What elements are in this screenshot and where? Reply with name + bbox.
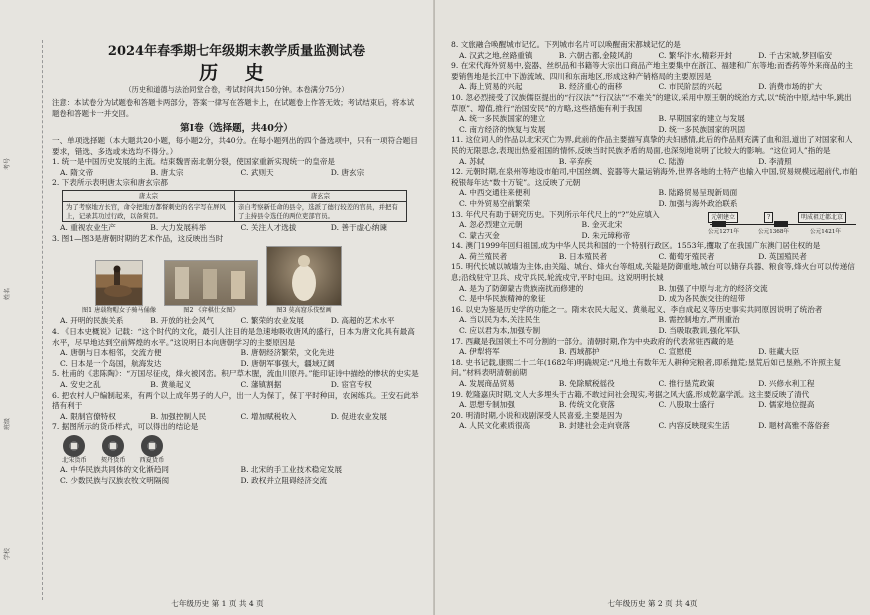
option-a: A. 伊犁将军 (459, 347, 500, 357)
option-a: A. 中西交通往来便利 (459, 188, 531, 198)
question-stem: 4. 《日本史概说》记载：“这个时代的文化，最引人注目的是急速地吸收唐风的盛行，日本为唐文化具有最高水平，尽早地达到空前辉煌的水平。”这说明日本向唐朝学习的主要原因是 (52, 327, 415, 347)
option-a: A. 限制官僚特权 (60, 411, 116, 421)
option-d: D. 英国殖民者 (758, 251, 807, 261)
option-a: A. 思想专制加强 (459, 400, 515, 410)
exam-attention: 注意：本试卷分为试题卷和答题卡两部分，答案一律写在答题卡上，在试题卷上作答无效；考试结束后，将本试题卷和答题卡一并交回。 (52, 98, 415, 118)
option-b: B. 陆路贸易呈现新局面 (658, 188, 738, 198)
option-d: D. 千古宋城,梦回临安 (758, 50, 833, 60)
question-18 (451, 358, 858, 390)
table-cell-taizong: 为了考察地方长官，命令把地方都督刺史的名字写在屏风上，记录其功过行政，以备赏罚。 (63, 202, 235, 222)
artwork-figures (82, 246, 421, 315)
option-c: C. 日本是一个岛国，航海发达 (60, 358, 162, 368)
question-10 (451, 93, 858, 135)
option-b: B. 唐朝经济繁荣，文化先进 (240, 348, 335, 358)
option-c: C. 市民阶层的兴起 (658, 82, 723, 92)
coin-figures (62, 435, 421, 465)
option-b: B. 加强了中原与北方的经济交流 (658, 283, 768, 293)
option-b: B. 免除赋税徭役 (558, 379, 615, 388)
option-d: D. 唐朝军事强大，疆域辽阔 (240, 358, 335, 368)
question-7 (52, 422, 421, 486)
page-1-footer: 七年级历史 第 1 页 共 4 页 (171, 599, 264, 608)
table-header-xuanzong: 唐玄宗 (235, 190, 407, 202)
option-d: D. 统一多民族国家的巩固 (658, 124, 746, 134)
binding-label-number: 考号 (4, 157, 11, 170)
question-14 (451, 241, 858, 262)
question-stem: 12. 元朝时期,在泉州等地设市舶司,中国丝绸、瓷器等大量运销海外,世界各地的土特产也输入中国,贸易规模远超前代,市舶税银每年达“数十万锭”。这反映了元朝 (451, 167, 858, 187)
option-b: B. 金灭北宋 (581, 220, 623, 230)
option-a: A. 忽必烈建立元朝 (459, 220, 523, 230)
option-a: A. 是为了防御蒙古贵族南扰而修建的 (459, 283, 584, 293)
option-c: C. 增加赋税收入 (240, 411, 297, 421)
option-d: D. 政权并立阻碍经济交流 (240, 475, 328, 485)
option-c: C. 应以君为本,加强专制 (459, 326, 541, 336)
table-cell-xuanzong: 亲自考察新任命的县令，选派了德行较差的官员，并把有了主持县令选任的两位吏部官员。 (235, 202, 407, 222)
option-c: C. 关注人才选拔 (240, 223, 297, 233)
figure-3-image (266, 246, 342, 306)
question-stem: 9. 在宋代海外贸易中,瓷器、丝织品和书籍等大宗出口商品产地主要集中在浙江、福建和广东等地;而香药等外来商品的主要销售地是长江中下游流域、四川和东南地区,形成这种产销格局的主要原因是 (451, 61, 853, 81)
question-5 (52, 369, 421, 390)
option-c: C. 武则天 (240, 167, 274, 177)
option-b: B. 需控制地方,严刑重治 (658, 315, 740, 325)
coin-label: 契丹货币 (100, 457, 126, 464)
timeline-box-left: 元朝建立 (708, 212, 738, 223)
option-b: B. 西域都护 (558, 347, 600, 357)
binding-label-name: 姓名 (4, 287, 11, 300)
option-a: A. 隋文帝 (60, 167, 94, 177)
option-a: A. 中华民族共同体的文化渐趋同 (60, 465, 170, 474)
question-3 (52, 234, 421, 327)
option-a: A. 当以民为本,关注民生 (459, 315, 541, 325)
timeline-box-right: 明成祖迁都北京 (798, 212, 846, 223)
option-c: C. 蒙古灭金 (459, 230, 500, 240)
option-c: C. 南方经济的恢复与发展 (459, 124, 546, 134)
option-b: B. 开放的社会风气 (150, 316, 214, 326)
coin-label: 西夏货币 (139, 457, 165, 464)
question-13 (451, 210, 858, 242)
option-d: D. 宦官专权 (330, 380, 372, 390)
option-c: C. 八股取士盛行 (658, 400, 715, 410)
option-d: D. 加强与海外政治联系 (658, 198, 738, 208)
option-c: C. 内容反映现实生活 (658, 421, 730, 431)
timeline-tick-3: 公元1421年 (810, 228, 842, 235)
timeline-box-question: ? (764, 212, 773, 223)
option-a: A. 荷兰殖民者 (459, 251, 508, 261)
option-b: B. 经济重心的南移 (558, 82, 623, 92)
option-d: D. 促进农业发展 (330, 411, 387, 421)
question-19 (451, 390, 858, 411)
question-1 (52, 157, 421, 178)
question-stem: 5. 杜甫的《悲陈陶》：“万国尽征戍，烽火被冈峦。积尸草木腥，流血川原丹。”能印证诗中描绘的惨状的史实是 (52, 369, 419, 379)
mural-musician-icon (267, 247, 341, 305)
option-d: D. 高超的艺术水平 (330, 316, 395, 326)
question-4 (52, 327, 421, 369)
option-a: A. 唐朝与日本相邻，交流方便 (60, 348, 162, 358)
option-b: B. 封建社会走向衰落 (558, 421, 630, 431)
option-c: C. 繁荣的农业发展 (240, 316, 305, 326)
question-stem: 11. 这位词人的作品以北宋灭亡为界,此前的作品主要描写真挚的夫妇感情,此后的作品则充满了血和泪,道出了对国家和人民的无限思念,表现出热爱祖国的情怀,反映当时民族矛盾的局面,也深刻地说明了比较大的影响。“这位词人”指的是 (451, 135, 853, 155)
option-b: B. 黄巢起义 (150, 380, 192, 390)
horse-rider-icon (96, 261, 142, 305)
option-b: B. 北宋的手工业技术稳定发展 (240, 465, 343, 474)
option-b: B. 早期国家的建立与发展 (658, 114, 745, 124)
option-d: D. 唐玄宗 (330, 167, 365, 177)
option-c: C. 陆游 (658, 156, 685, 166)
question-6 (52, 391, 421, 423)
option-c: C. 中外贸易空前繁荣 (459, 198, 531, 208)
option-c: C. 推行垦荒政策 (658, 379, 715, 388)
option-b: B. 辛弃疾 (558, 156, 592, 166)
exam-page-2 (435, 0, 870, 615)
option-c: C. 宣慰使 (658, 347, 692, 357)
coin-icon (63, 435, 85, 457)
timeline-tick-2: 公元1368年 (758, 228, 790, 235)
question-13-row (451, 210, 858, 242)
option-b: B. 日本殖民者 (558, 251, 608, 261)
option-d: D. 善于虚心纳谏 (330, 223, 387, 233)
option-a: A. 重视农业生产 (60, 223, 116, 233)
option-b: B. 唐太宗 (150, 167, 184, 177)
table-header-taizong: 唐太宗 (63, 190, 235, 202)
option-b: B. 六朝古都,金陵风韵 (558, 50, 633, 60)
question-13-text (451, 210, 704, 242)
option-d: D. 驻藏大臣 (758, 347, 800, 357)
emperor-compare-table (62, 190, 407, 223)
question-stem: 6. 把农村人户编制起来，有两个以上成年男子的人户，出一人为保丁，保丁平时种田，农闲练兵。王安石此举措有利于 (52, 390, 419, 411)
question-15 (451, 262, 858, 304)
option-b: B. 传统文化衰落 (558, 400, 615, 410)
question-stem: 1. 统一是中国历史发展的主流。结束魏晋南北朝分裂，使国家重新实现统一的皇帝是 (52, 157, 336, 166)
option-c: C. 藩镇割据 (240, 380, 282, 390)
option-d: D. 朱元璋称帝 (581, 230, 631, 240)
option-d: D. 当吸取教训,强化军队 (658, 326, 740, 336)
option-b: B. 大力发展科举 (150, 223, 207, 233)
option-d: D. 儒家地位提高 (758, 400, 815, 410)
question-stem: 14. 澳门1999年回归祖国,成为中华人民共和国的一个特别行政区。1553年,攫取了在我国广东澳门居住权的是 (451, 241, 821, 251)
exam-subject: 历 史 (199, 62, 274, 84)
question-stem: 18. 史书记载,康熙二十二年(1682年)明确规定:“凡地土有数年无人耕种完粮者,即系抛荒;垦荒后如已垦熟,不许照主复问。”材料表明清朝前期 (451, 357, 842, 378)
coin-western-xia (140, 435, 165, 465)
coin-icon (141, 435, 163, 457)
option-d: D. 消费市场的扩大 (758, 82, 823, 92)
question-20 (451, 411, 858, 432)
section-1-instructions: 一、单项选择题（本大题共20小题，每小题2分，共40分。在每小题列出的四个备选项中，只有一项符合题目要求，错选、多选或未选均不得分。） (52, 136, 418, 156)
coin-icon (102, 435, 124, 457)
exam-note: （历史和道德与法治同堂合卷，考试时间共150分钟。本卷满分75分） (124, 85, 349, 94)
coin-label: 北宋货币 (62, 457, 87, 464)
page-2-footer: 七年级历史 第 2 页 共 4页 (607, 599, 698, 608)
question-17 (451, 337, 858, 358)
question-8 (451, 40, 858, 61)
section-1-title: 第Ⅰ卷（选择题，共40分） (180, 123, 293, 134)
question-2 (52, 178, 421, 234)
binding-cut-line (42, 40, 43, 600)
option-a: A. 安史之乱 (60, 380, 101, 390)
option-a: A. 海上贸易的兴起 (459, 82, 523, 92)
question-stem: 2. 下表所示表明唐太宗和唐玄宗都 (52, 178, 168, 188)
question-stem: 7. 据图所示的货币样式，可以得出的结论是 (52, 422, 199, 432)
option-a: A. 人民文化素质很高 (459, 421, 531, 431)
figure-1-caption: 图1 唐载物帽女子骑马俑像 (82, 307, 156, 315)
option-d: D. 成为各民族交往的纽带 (658, 294, 746, 304)
question-stem: 19. 乾隆嘉庆时期,文人大多埋头于古籍,不敢过问社会现实,考据之风大盛,形成乾嘉学派。这主要反映了清代 (451, 389, 810, 399)
option-b: B. 加强控制人民 (150, 411, 207, 421)
question-stem: 10. 忽必烈接受了汉族儒臣提出的“行汉法”“行汉法”“不难关”的建议,采用中原王朝的统治方式,以“统治中原,结中华,跳出草原”、增值,推行“治国安民”的方略,这些措施有利于我国 (451, 92, 852, 113)
left-question-list (52, 157, 421, 486)
question-stem: 17. 西藏是我国领土不可分割的一部分。清朝时期,作为中央政府的代表常驻西藏的是 (451, 336, 734, 346)
option-d: D. 题材高雅不落俗套 (758, 421, 830, 431)
question-stem: 20. 明清时期,小说和戏剧深受人民喜爱,主要是因为 (451, 410, 623, 420)
option-a: A. 统一多民族国家的建立 (459, 114, 546, 124)
timeline-ruler (708, 210, 858, 240)
question-stem: 8. 文旅融合唤醒城市记忆。下列城市名片可以唤醒南宋都城记忆的是 (451, 40, 681, 49)
figure-2-image (164, 260, 258, 306)
option-c: C. 葡萄牙殖民者 (658, 251, 715, 261)
right-question-list (451, 40, 858, 432)
option-c: C. 少数民族与汉族农牧文明隔阂 (60, 475, 170, 485)
figure-3-caption: 图3 莫高窟乐伎壁画 (276, 307, 332, 315)
option-d: D. 李清照 (758, 156, 792, 166)
binding-label-class: 班级 (4, 417, 11, 430)
question-16 (451, 305, 858, 337)
figure-2-caption: 图2 《弈棋仕女图》 (183, 307, 239, 315)
coin-northern-song (62, 435, 87, 465)
timeline-tick-1: 公元1271年 (708, 228, 740, 235)
question-11 (451, 135, 858, 167)
question-12 (451, 167, 858, 209)
question-stem: 16. 以史为鉴是历史学的功能之一。隋末农民大起义、黄巢起义、李自成起义等历史事实共同原因说明了统治者 (451, 304, 823, 314)
figure-1 (82, 260, 156, 315)
binding-label-school: 学校 (4, 547, 11, 560)
question-stem: 13. 年代尺有助于研究历史。下列所示年代尺上的“?”处应填入 (451, 209, 660, 219)
figure-2 (164, 260, 258, 315)
question-stem: 15. 明代长城以城墙为主体,由关隘、城台、烽火台等组成,关隘是防御重地,城台可以储存兵器、粮食等,烽火台可以传递信息;沿线驻守卫兵、戍守兵民,轮流戍守,平时屯田。这说明明长城 (451, 262, 855, 283)
exam-title: 2024年春季期七年级期末教学质量监测试卷 (107, 44, 366, 59)
option-a: A. 苏轼 (459, 156, 485, 166)
figure-1-image (95, 260, 143, 306)
figure-3 (266, 246, 342, 315)
option-a: A. 汉武之地,丝路重镇 (459, 50, 533, 60)
option-a: A. 开明的民族关系 (60, 316, 124, 326)
binding-margin (2, 40, 38, 600)
question-stem: 3. 图1—图3是唐朝时期的艺术作品，这反映出当时 (52, 233, 224, 243)
ladies-painting-icon (165, 261, 257, 305)
option-c: C. 是中华民族精神的象征 (459, 294, 546, 304)
option-a: A. 发展商品贸易 (459, 379, 515, 388)
option-c: C. 繁华汴水,精彩开封 (658, 50, 733, 60)
option-d: D. 兴修水利工程 (758, 379, 815, 388)
coin-khitan (101, 435, 126, 465)
question-9 (451, 61, 858, 93)
